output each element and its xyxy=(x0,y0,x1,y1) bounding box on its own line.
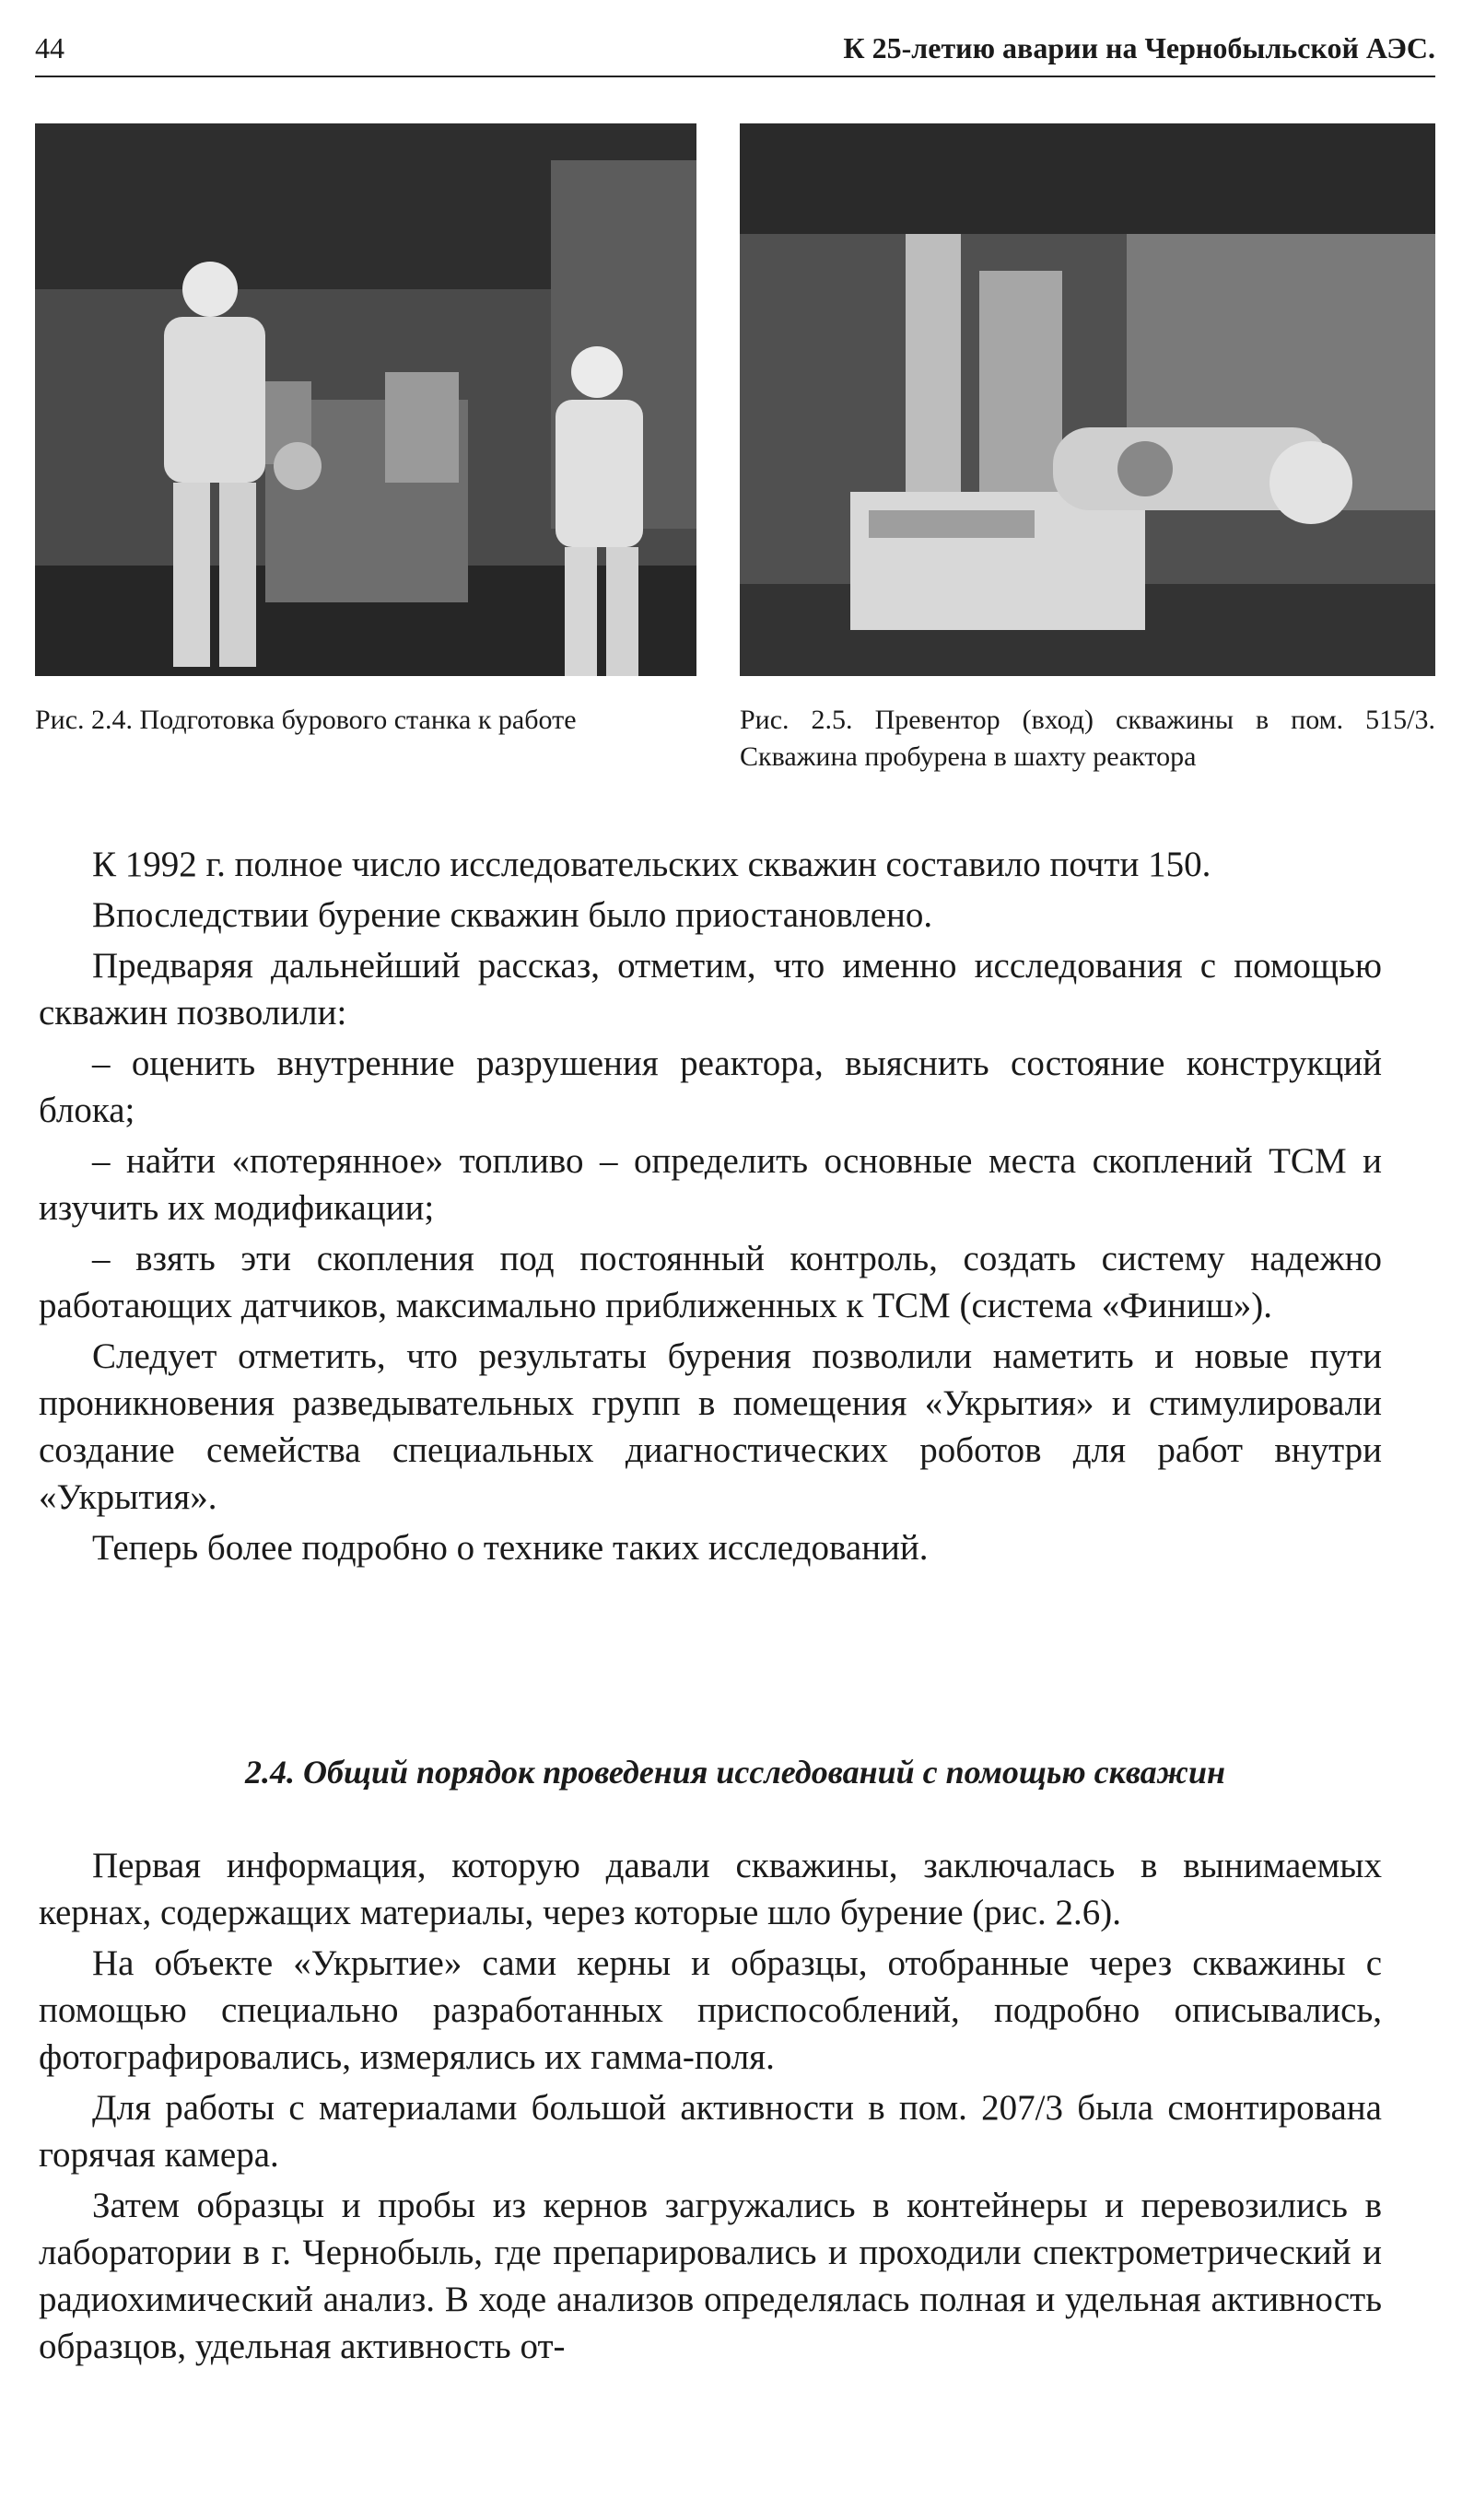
figure-caption-2-5: Рис. 2.5. Превентор (вход) скважины в пом. 515/3. Скважина пробурена в шахту реактора xyxy=(740,705,1435,772)
page-number: 44 xyxy=(35,31,64,64)
photo-drilling-rig-preparation xyxy=(35,123,696,676)
body-text-block-2 xyxy=(39,1842,1382,2374)
paragraph: К 1992 г. полное число исследовательских скважин составило почти 150. xyxy=(92,845,1211,884)
paragraph: Теперь более подробно о технике таких исследований. xyxy=(92,1528,929,1568)
paragraph: Для работы с материалами большой активности в пом. 207/3 была смонтирована горячая камера. xyxy=(39,2088,1382,2175)
paragraph: Затем образцы и пробы из кернов загружались в контейнеры и перевозились в лаборатории в г. Чернобыль, где препарировались и проходили спектрометрический и радиохимический анализ. В ходе анализов определялась полная и удельная активность образцов, удельная активность от- xyxy=(39,2186,1382,2366)
photo-preventer xyxy=(740,123,1435,676)
photo-drilling-rig-illustration xyxy=(35,123,696,676)
photo-preventer-illustration xyxy=(740,123,1435,676)
page-header xyxy=(35,24,1435,77)
paragraph: Предваряя дальнейший рассказ, отметим, что именно исследования с помощью скважин позволили: xyxy=(39,946,1382,1032)
paragraph: Первая информация, которую давали скважины, заключалась в вынимаемых кернах, содержащих материалы, через которые шло бурение (рис. 2.6). xyxy=(39,1846,1382,1932)
paragraph: Следует отметить, что результаты бурения позволили наметить и новые пути проникновения разведывательных групп в помещения «Укрытия» и стимулировали создание семейства специальных диагностических роботов для работ внутри «Укрытия». xyxy=(39,1336,1382,1517)
figure-caption-2-4: Рис. 2.4. Подготовка бурового станка к работе xyxy=(35,705,577,735)
paragraph: На объекте «Укрытие» сами керны и образцы, отобранные через скважины с помощью специально разработанных приспособлений, подробно описывались, фотографировались, измерялись их гамма-поля. xyxy=(39,1943,1382,2077)
section-heading: 2.4. Общий порядок проведения исследований с помощью скважин xyxy=(245,1754,1225,1791)
paragraph: Впоследствии бурение скважин было приостановлено. xyxy=(92,895,933,935)
body-text-block-1 xyxy=(39,841,1382,1575)
list-item: – найти «потерянное» топливо – определить основные места скоплений ТСМ и изучить их модификации; xyxy=(39,1141,1382,1228)
running-title: К 25-летию аварии на Чернобыльской АЭС. xyxy=(843,31,1435,64)
list-item: – оценить внутренние разрушения реактора, выяснить состояние конструкций блока; xyxy=(39,1044,1382,1130)
list-item: – взять эти скопления под постоянный контроль, создать систему надежно работающих датчиков, максимально приближенных к ТСМ (система «Финиш»). xyxy=(39,1239,1382,1325)
